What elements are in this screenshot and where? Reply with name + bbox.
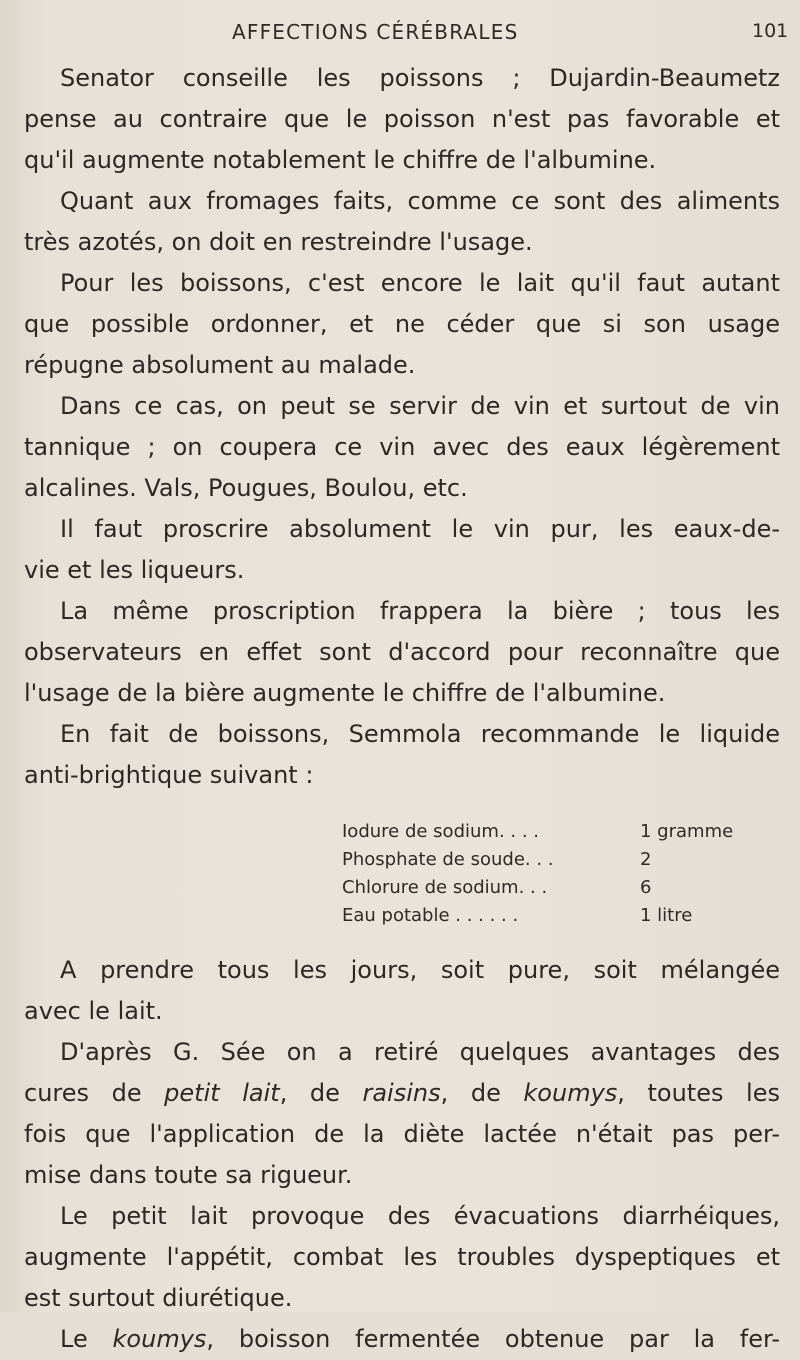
recipe-row: [342, 846, 780, 874]
recipe-table: [24, 818, 780, 930]
text-line: En fait de boissons, Semmola recommande le liquide: [60, 720, 780, 748]
text-line: répugne absolument au malade.: [24, 351, 416, 379]
text-line: cures de petit lait, de raisins, de koumys, toutes les: [24, 1079, 780, 1107]
text-line: avec le lait.: [24, 997, 163, 1025]
recipe-ingredient: Eau potable . . . . . .: [342, 905, 519, 926]
text-line: qu'il augmente notablement le chiffre de l'albumine.: [24, 146, 657, 174]
text-line: pense au contraire que le poisson n'est pas favorable et: [24, 105, 780, 133]
recipe-quantity: 1 litre: [640, 905, 693, 926]
recipe-row: [342, 818, 780, 846]
recipe-ingredient: Chlorure de sodium. . .: [342, 877, 548, 898]
running-title: AFFECTIONS CÉRÉBRALES: [232, 20, 519, 44]
paragraphs-after-recipe: [24, 950, 780, 1360]
recipe-quantity: 2: [640, 849, 652, 870]
italic-term: raisins: [362, 1079, 441, 1107]
text-line: vie et les liqueurs.: [24, 556, 245, 584]
italic-term: koumys: [112, 1325, 207, 1353]
recipe-quantity: 1 gramme: [640, 821, 734, 842]
body-text: [24, 58, 780, 1360]
text-line: que possible ordonner, et ne céder que si son usage: [24, 310, 780, 338]
text-line: La même proscription frappera la bière ; tous les: [60, 597, 780, 625]
text-line: fois que l'application de la diète lactée n'était pas per-: [24, 1120, 780, 1148]
text-line: Quant aux fromages faits, comme ce sont des aliments: [60, 187, 780, 215]
page-number: 101: [752, 20, 789, 42]
recipe-ingredient: Phosphate de soude. . .: [342, 849, 554, 870]
text-line: Senator conseille les poissons ; Dujardin-Beaumetz: [60, 64, 780, 92]
recipe-row: [342, 902, 780, 930]
recipe-quantity: 6: [640, 877, 652, 898]
running-head: [0, 14, 800, 44]
text-line: très azotés, on doit en restreindre l'usage.: [24, 228, 533, 256]
text-line: D'après G. Sée on a retiré quelques avantages des: [60, 1038, 780, 1066]
recipe-row: [342, 874, 780, 902]
text-line: mise dans toute sa rigueur.: [24, 1161, 353, 1189]
text-line: est surtout diurétique.: [24, 1284, 293, 1312]
text-line: Le petit lait provoque des évacuations diarrhéiques,: [60, 1202, 780, 1230]
text-line: Pour les boissons, c'est encore le lait qu'il faut autant: [60, 269, 780, 297]
text-line: alcalines. Vals, Pougues, Boulou, etc.: [24, 474, 468, 502]
italic-term: koumys: [523, 1079, 618, 1107]
text-line: augmente l'appétit, combat les troubles dyspeptiques et: [24, 1243, 780, 1271]
text-line: Le koumys, boisson fermentée obtenue par la fer-: [60, 1325, 780, 1353]
text-line: Dans ce cas, on peut se servir de vin et surtout de vin: [60, 392, 780, 420]
text-line: A prendre tous les jours, soit pure, soit mélangée: [60, 956, 780, 984]
text-line: l'usage de la bière augmente le chiffre de l'albumine.: [24, 679, 666, 707]
paragraphs-before-recipe: [24, 58, 780, 796]
recipe-ingredient: Iodure de sodium. . . .: [342, 821, 539, 842]
text-line: anti-brightique suivant :: [24, 761, 314, 789]
italic-term: petit lait: [164, 1079, 280, 1107]
text-line: observateurs en effet sont d'accord pour reconnaître que: [24, 638, 780, 666]
text-line: Il faut proscrire absolument le vin pur, les eaux-de-: [60, 515, 780, 543]
text-line: tannique ; on coupera ce vin avec des eaux légèrement: [24, 433, 780, 461]
